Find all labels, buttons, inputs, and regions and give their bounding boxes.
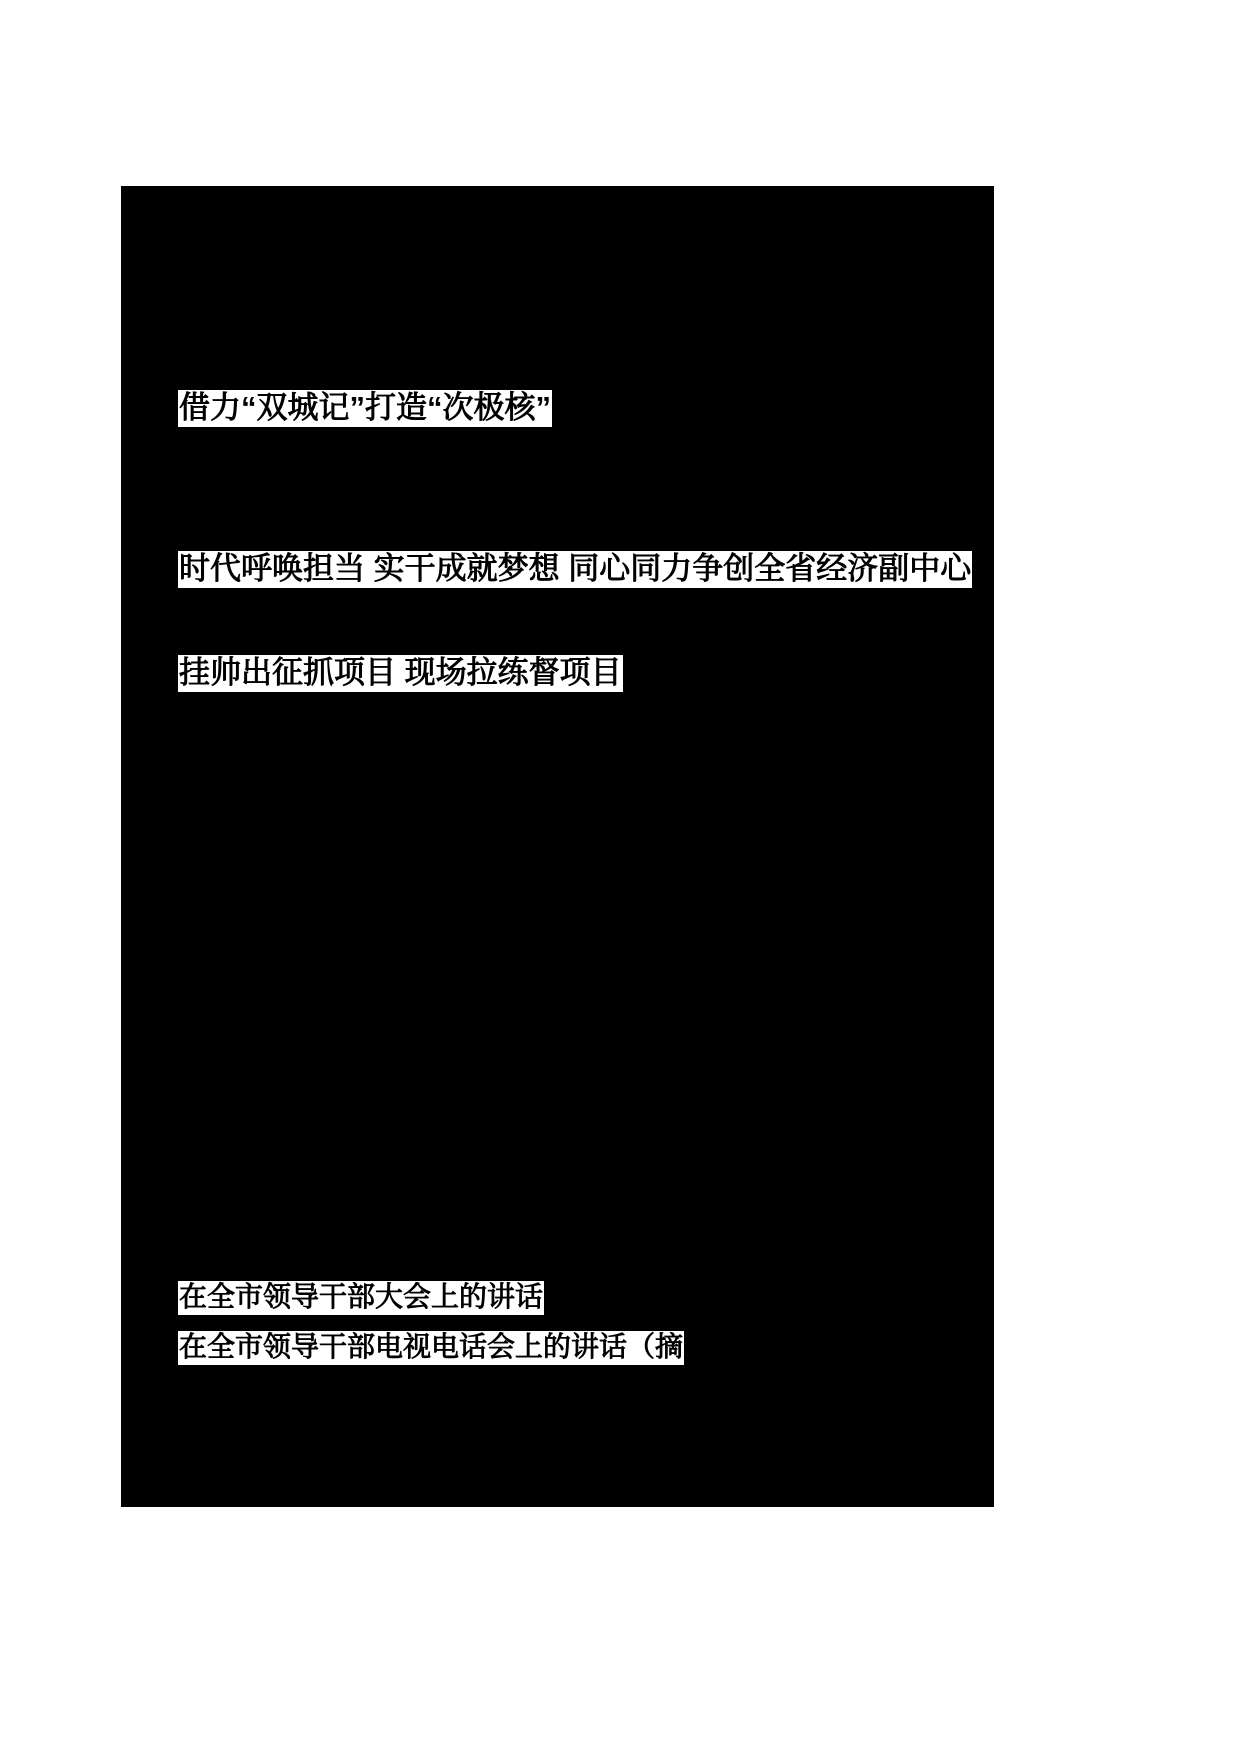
document-subtitle-secondary: 挂帅出征抓项目 现场拉练督项目 xyxy=(179,655,622,690)
document-subtitle-primary: 时代呼唤担当 实干成就梦想 同心同力争创全省经济副中心 xyxy=(179,551,972,586)
document-footer-line-1: 在全市领导干部大会上的讲话 xyxy=(178,1281,544,1315)
document-title: 借力“双城记”打造“次极核” xyxy=(179,390,551,425)
document-footer-line-2: 在全市领导干部电视电话会上的讲话（摘 xyxy=(178,1331,684,1365)
